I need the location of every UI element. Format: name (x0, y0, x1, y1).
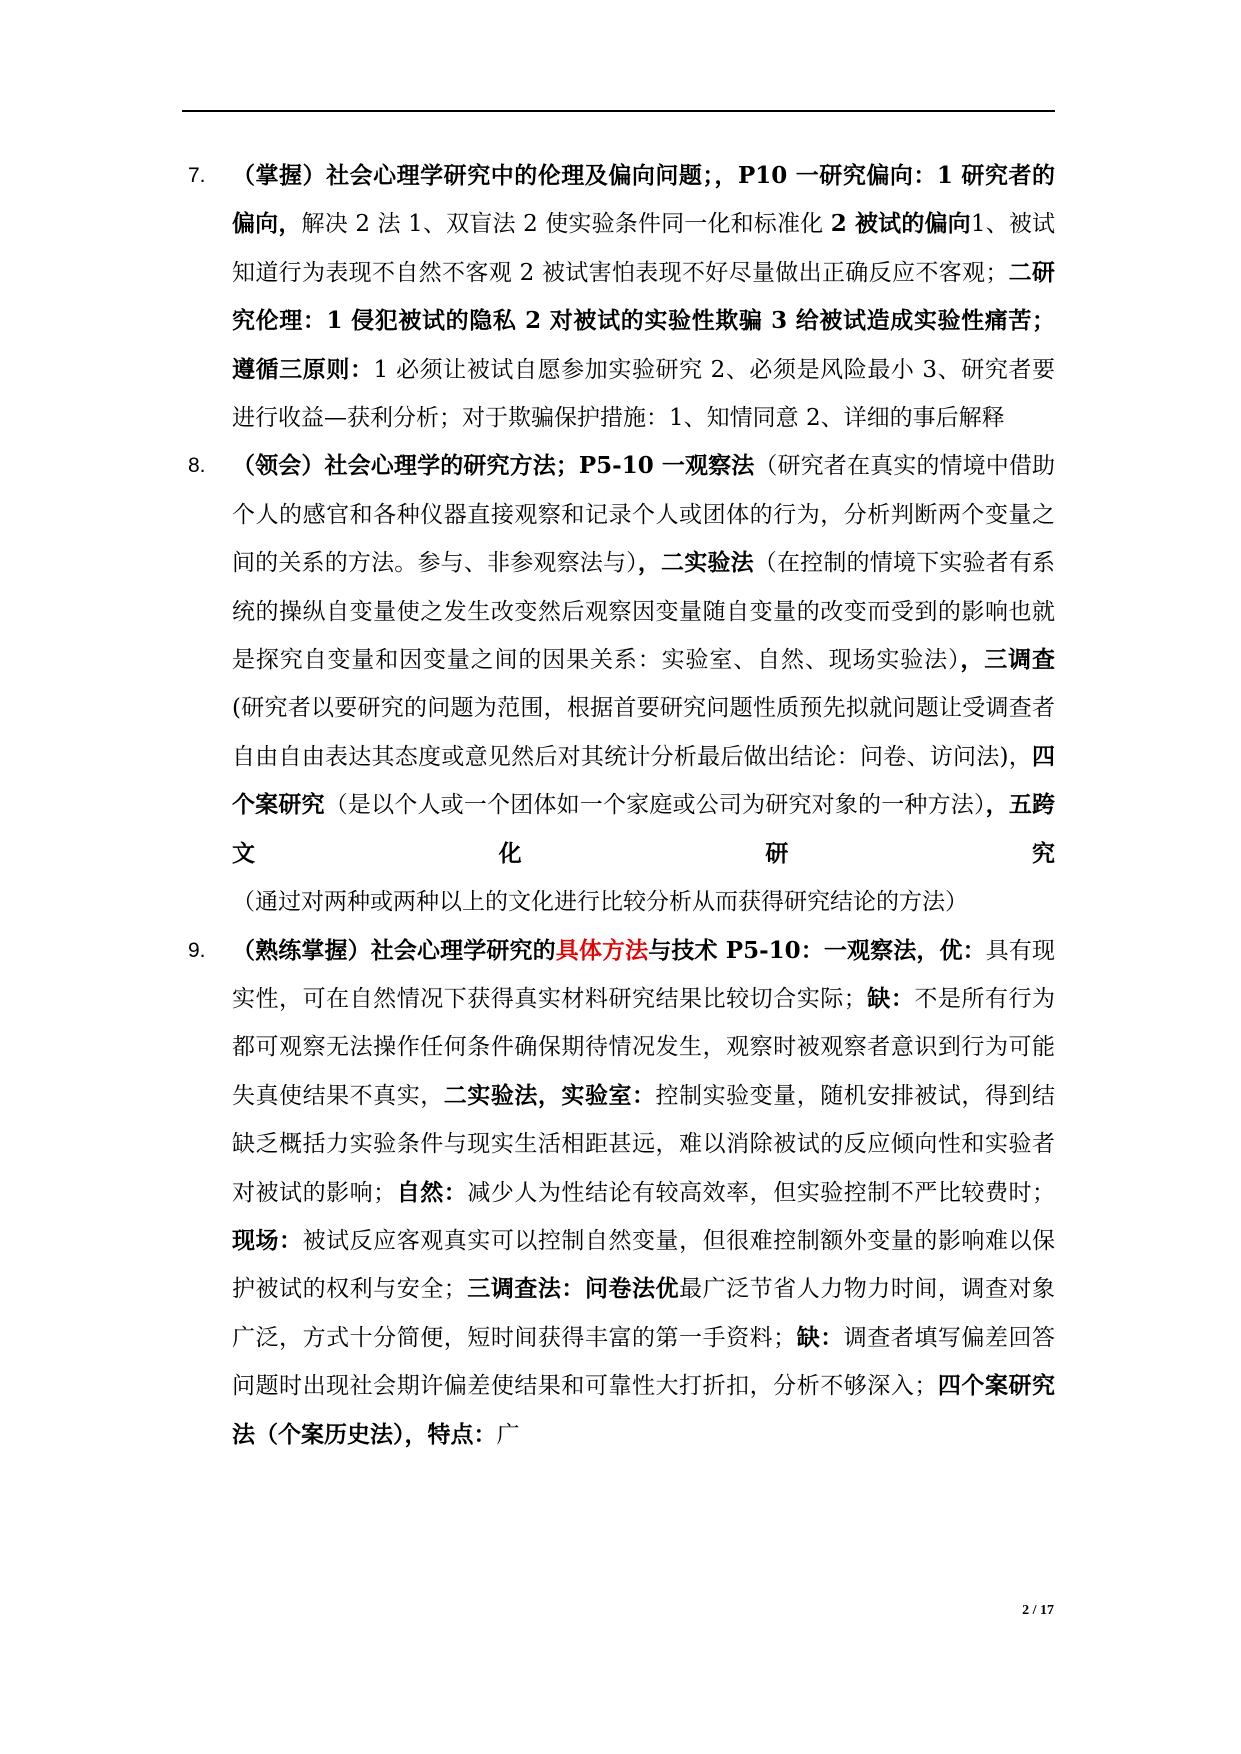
bold-text: 缺： (866, 984, 915, 1012)
document-body (182, 152, 1055, 1459)
bold-text: 与技术 P5-10：一观察法，优： (648, 936, 986, 964)
body-text: 具有现实性，可在自然情况下获得真实材料研究结果比较切合实际； (232, 937, 1056, 1012)
body-text: 最广泛节省人力物力时间，调查对象广泛，方式十分简便，短时间获得丰富的第一手资料； (232, 1276, 1056, 1351)
bold-text: 自然： (396, 1178, 468, 1206)
bold-text: （掌握）社会心理学研究中的伦理及偏向问题；，P10 一研究偏向：1 研究者的偏向， (232, 162, 1055, 238)
bold-text: ，五跨文化研究 (232, 791, 1056, 867)
body-text: （是以个人或一个团体如一个家庭或公司为研究对象的一种方法） (324, 792, 986, 819)
bold-text: ，二实验法 (637, 549, 754, 577)
list-item-number: 8. (188, 454, 206, 478)
list-item (182, 927, 1055, 1459)
body-text: 广 (496, 1421, 520, 1448)
bold-text: 二研究伦理：1 侵犯被试的隐私 2 对被试的实验性欺骗 3 给被试造成实验性痛苦；遵循三原则： (232, 258, 1055, 383)
body-text: 减少人为性结论有较高效率，但实验控制不严比较费时； (467, 1179, 1056, 1206)
list-item-number: 7. (188, 164, 206, 187)
highlighted-text: 具体方法 (555, 936, 649, 964)
bold-text: 缺： (796, 1323, 844, 1351)
body-text: (研究者以要研究的问题为范围，根据首要研究问题性质预先拟就问题让受调查者自由自由表达其态度或意见然后对其统计分析最后做出结论：问卷、访问法)， (232, 695, 1055, 770)
body-text: 被试反应客观真实可以控制自然变量，但很难控制额外变量的影响难以保护被试的权利与安全； (232, 1227, 1056, 1303)
page-number: 2 / 17 (1022, 1603, 1054, 1618)
list-item (182, 442, 1055, 926)
bold-text: 三调查法：问卷法优 (466, 1275, 680, 1303)
body-text: 不是所有行为都可观察无法操作任何条件确保期待情况发生，观察时被观察者意识到行为可能失真使结果不真实， (232, 985, 1056, 1109)
body-text: 控制实验变量，随机安排被试，得到结缺乏概括力实验条件与现实生活相距甚远，难以消除被试的反应倾向性和实验者对被试的影响； (232, 1082, 1056, 1206)
bold-text: 二实验法，实验室： (443, 1081, 656, 1109)
body-text: 1、被试知道行为表现不自然不客观 2 被试害怕表现不好尽量做出正确反应不客观； (232, 211, 1055, 286)
bold-text: 四个案研究 (232, 742, 1055, 819)
list-item-number: 9. (188, 938, 206, 962)
list-item (182, 152, 1055, 442)
bold-text: 现场： (232, 1226, 303, 1254)
body-text: （通过对两种或两种以上的文化进行比较分析从而获得研究结论的方法） (232, 889, 968, 916)
bold-text: 四个案研究法（个案历史法），特点： (232, 1372, 1056, 1448)
body-text: 调查者填写偏差回答问题时出现社会期许偏差使结果和可靠性大打折扣，分析不够深入； (232, 1324, 1056, 1400)
bold-text: （领会）社会心理学的研究方法；P5-10 一观察法 (232, 452, 755, 480)
body-text: （研究者在真实的情境中借助个人的感官和各种仪器直接观察和记录个人或团体的行为，分析判断两个变量之间的关系的方法。参与、非参观察法与） (232, 453, 1056, 577)
body-text: 1 必须让被试自愿参加实验研究 2、必须是风险最小 3、研究者要进行收益—获利分析；对于欺骗保护措施：1、知情同意 2、详细的事后解释 (232, 356, 1055, 432)
bold-text: ，三调查 (960, 646, 1056, 674)
body-text: （在控制的情境下实验者有系统的操纵自变量使之发生改变然后观察因变量随自变量的改变而受到的影响也就是探究自变量和因变量之间的因果关系：实验室、自然、现场实验法） (232, 550, 1056, 674)
bold-text: 2 被试的偏向 (830, 210, 971, 238)
header-rule (182, 110, 1055, 112)
body-text: 解决 2 法 1、双盲法 2 使实验条件同一化和标准化 (301, 211, 831, 238)
bold-text: （熟练掌握）社会心理学研究的 (232, 936, 556, 964)
